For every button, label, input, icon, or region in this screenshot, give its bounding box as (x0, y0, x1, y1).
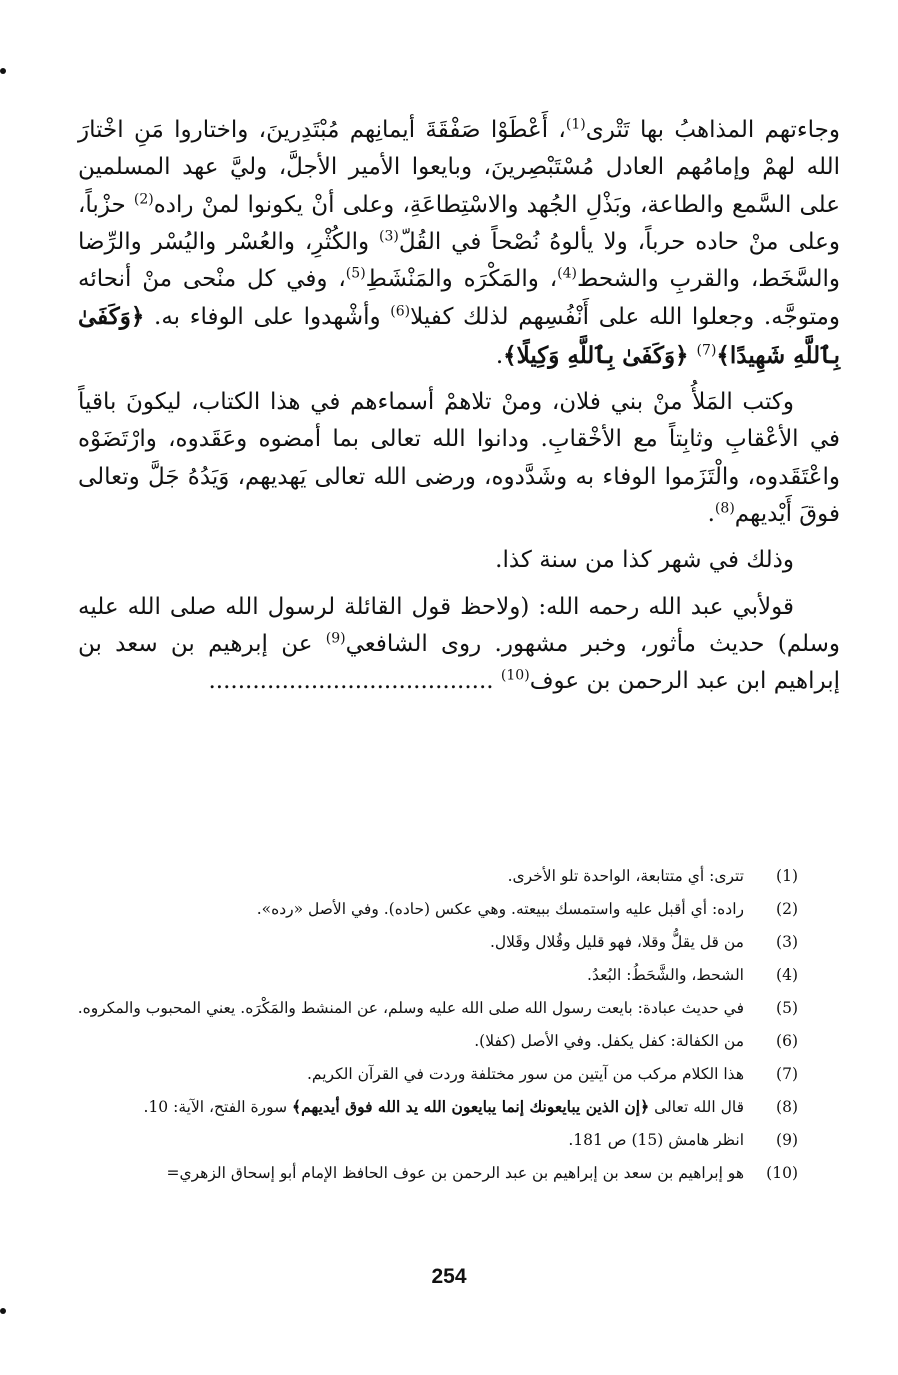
footnote-ref-8[interactable]: (8) (714, 500, 735, 517)
footnote-1 (54, 862, 798, 890)
paragraph-1: وجاءتهم المذاهبُ بها تَتْرى$^{(1)}$، أَعْطَوْا صَفْقَةَ أيمانِهم مُبْتَدِرينَ، واختاروا مَنِ اخْتارَ الله لهمْ وإمامُهم العادل مُسْتَبْصِرينَ، وبايعوا الأمير الأجلَّ، وليَّ عهد المسلمين على السَّمع والطاعة، وبَذْلِ الجُهد والاسْتِطاعَةِ، وعلى أنْ يكونوا لمنْ راده$^{(2)}$ حزْباً، وعلى منْ حاده حرباً، ولا يألوهُ نُصْحاً في القُلّ$^{(3)}$ والكُثْرِ، والعُسْر واليُسْر والرِّضا والسَّخَط، والقربِ والشحط$^{(4)}$، والمَكْرَه والمَنْشَطِ$^{(5)}$، وفي كل منْحى منْ أنحائه ومتوجَّه. وجعلوا الله على أَنْفُسِهم لذلك كفيلا$^{(6)}$ وأشْهدوا على الوفاء به. ﴿وَكَفَىٰ بِٱللَّهِ شَهِيدًا﴾$^{(7)}$ ﴿وَكَفَىٰ بِٱللَّهِ وَكِيلًا﴾. (78, 116, 840, 369)
scan-speck (0, 1308, 6, 1314)
footnote-number: (9) (776, 1131, 798, 1149)
quran-verse-1: ﴿وَكَفَىٰ بِٱللَّهِ شَهِيدًا﴾ (78, 303, 840, 369)
footnote-8 (54, 1093, 798, 1121)
footnote-text: تترى: أي متتابعة، الواحدة تلو الأخرى. (507, 867, 744, 885)
footnote-number: (2) (776, 900, 798, 918)
continuation-dots: ....................................... (208, 668, 501, 695)
footnote-text: هذا الكلام مركب من آيتين من سور مختلفة وردت في القرآن الكريم. (306, 1065, 744, 1083)
footnote-2 (54, 895, 798, 923)
footnote-text: هو إبراهيم بن سعد بن إبراهيم بن عبد الرحمن بن عوف الحافظ الإمام أبو إسحاق الزهري= (166, 1164, 744, 1182)
footnote-ref-6[interactable]: (6) (390, 303, 411, 320)
footnote-text: في حديث عبادة: بايعت رسول الله صلى الله عليه وسلم، عن المنشط والمَكْرَه. يعني المحبوب والمكروه. (77, 999, 744, 1017)
footnote-10 (54, 1159, 798, 1187)
footnote-ref-9[interactable]: (9) (325, 630, 346, 647)
footnote-number: (1) (776, 867, 798, 885)
footnote-text: الشحط، والشَّحَطُ: البُعدُ. (587, 966, 744, 984)
footnote-text: راده: أي أقبل عليه واستمسك ببيعته. وهي عكس (حاده). وفي الأصل «رده». (256, 900, 744, 918)
footnote-number: (10) (766, 1164, 798, 1182)
page-number: 254 (431, 1265, 467, 1288)
footnote-text: قال الله تعالى ﴿إن الذين يبايعونك إنما يبايعون الله يد الله فوق أيديهم﴾ سورة الفتح، الآية: 10. (143, 1097, 744, 1116)
footnote-5 (54, 994, 798, 1022)
quran-verse-footnote: ﴿إن الذين يبايعونك إنما يبايعون الله يد الله فوق أيديهم﴾ (292, 1097, 650, 1116)
footnote-ref-3[interactable]: (3) (378, 228, 399, 245)
footnote-number: (5) (776, 999, 798, 1017)
footnote-ref-10[interactable]: (10) (500, 667, 530, 684)
paragraph-4: قولأبي عبد الله رحمه الله: (ولاحظ قول القائلة لرسول الله صلى الله عليه وسلم) حديث مأثور، وخبر مشهور. روى الشافعي$^{(9)}$ عن إبرهيم بن سعد بن إبراهيم ابن عبد الرحمن بن عوف$^{(10)}$ ....................................... (78, 593, 841, 695)
footnote-ref-2[interactable]: (2) (133, 190, 154, 207)
paragraph-2: وكتب المَلأُ منْ بني فلان، ومنْ تلاهمْ أسماءهم في هذا الكتاب، ليكونَ باقياً في الأعْقابِ وثابِتاً مع الأخْقابِ. ودانوا الله تعالى بما أمضوه وعَقَدوه، وارْتَضَوْه واعْتَقَدوه، والْتَزَموا الوفاء به وشَدَّدوه، ورضى الله تعالى يَهديهم، وَيَدُهُ جَلَّ وتعالى فوقَ أَيْديهم$^{(8)}$. (78, 389, 840, 527)
footnote-number: (3) (776, 933, 798, 951)
paragraph-3: وذلك في شهر كذا من سنة كذا. (495, 547, 794, 574)
main-text (78, 112, 840, 700)
footnote-7 (54, 1060, 798, 1088)
footnote-number: (8) (776, 1098, 798, 1116)
quran-verse-2: ﴿وَكَفَىٰ بِٱللَّهِ وَكِيلًا﴾ (503, 341, 697, 369)
footnote-text: من قل يقلُّ وقلا، فهو قليل وقُلال وقَلال. (489, 933, 744, 951)
footnote-ref-5[interactable]: (5) (345, 265, 366, 282)
footnote-3 (54, 928, 798, 956)
footnote-ref-4[interactable]: (4) (557, 265, 577, 282)
footnote-text: من الكفالة: كفل يكفل. وفي الأصل (كفلا). (474, 1032, 744, 1050)
footnote-number: (6) (776, 1032, 798, 1050)
footnote-4 (54, 961, 798, 989)
footnote-6 (54, 1027, 798, 1055)
scan-speck (0, 68, 6, 74)
footnote-ref-7[interactable]: (7) (696, 342, 717, 359)
footnote-ref-1[interactable]: (1) (565, 116, 586, 133)
footnote-number: (4) (776, 966, 798, 984)
footnote-text: انظر هامش (15) ص 181. (568, 1131, 744, 1149)
footnote-9 (54, 1126, 798, 1154)
footnote-number: (7) (776, 1065, 798, 1083)
footnotes-section (54, 862, 798, 1192)
